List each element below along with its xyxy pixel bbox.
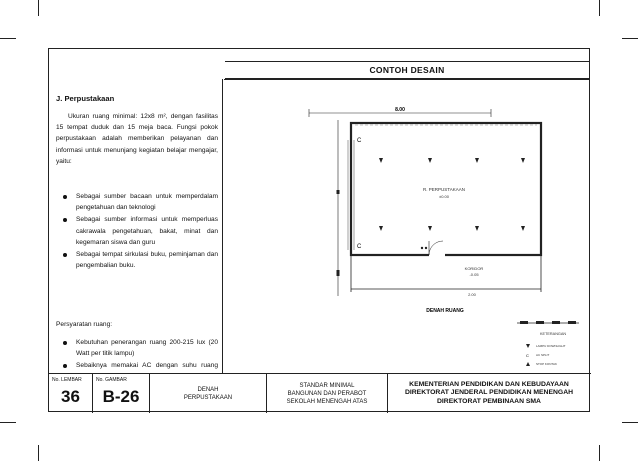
standard-line: STANDAR MINIMAL: [299, 382, 355, 389]
title-block: [49, 373, 591, 413]
standard-line: SEKOLAH MENENGAH ATAS: [286, 398, 368, 405]
requirements-list: [56, 337, 218, 373]
requirements-label: Persyaratan ruang:: [56, 321, 113, 328]
ac-icon: C: [357, 138, 362, 144]
list-item: Sebaiknya memakai AC dengan suhu ruang: [56, 360, 218, 373]
legend-title: KETERANGAN: [540, 332, 567, 336]
downlight-icon: [428, 158, 432, 163]
standard-cell: [267, 374, 388, 413]
ac-icon: C: [526, 353, 529, 358]
sheet-number-cell: [49, 374, 93, 413]
downlight-icon: [428, 226, 432, 231]
room-level: ±0.00: [439, 194, 449, 199]
drawing-sheet: [48, 48, 590, 412]
legend-item: STOP KONTAK: [536, 362, 558, 366]
downlight-icon: [475, 226, 479, 231]
list-item: Sebagai sumber informasi untuk memperluas cakrawala pengetahuan, bakat, minat dan kegemaran siswa dan guru: [56, 214, 218, 248]
floor-plan-drawing: [224, 80, 590, 374]
drawing-number-label: No. GAMBAR: [96, 377, 127, 383]
sheet-number: 36: [61, 387, 80, 406]
crop-mark: [622, 422, 638, 423]
intro-paragraph: Ukuran ruang minimal: 12x8 m², dengan fasilitas 15 tempat duduk dan 15 meja baca. Fungsi pokok perpustakaan adalah memberikan pelayanan dan informasi untuk menunjang kegiatan belajar mengajar, yaitu:: [56, 113, 218, 165]
drawing-number-cell: [93, 374, 150, 413]
dimension-tick: [337, 270, 340, 276]
crop-mark: [599, 445, 600, 461]
stop-contact-icon: [421, 247, 423, 249]
drawing-title-cell: [150, 374, 267, 413]
crop-mark: [38, 445, 39, 461]
dimension-tick: [337, 190, 340, 194]
dimension-label-top: 8.00: [395, 107, 405, 113]
list-item: Kebutuhan penerangan ruang 200-215 lux (20 Watt per titik lampu): [56, 337, 218, 359]
crop-mark: [38, 0, 39, 16]
corridor-label: KORIDOR: [464, 266, 484, 271]
downlight-icon: [521, 158, 525, 163]
legend-item: LAMPU DOWNLIGHT: [536, 344, 566, 348]
section-title: J. Perpustakaan: [56, 94, 115, 103]
drawing-title-line: PERPUSTAKAAN: [183, 394, 233, 401]
floor-plan-panel: [224, 79, 590, 373]
stop-contact-icon: [526, 362, 530, 366]
crop-mark: [599, 0, 600, 16]
door-opening: [429, 252, 445, 258]
drawing-number: B-26: [102, 387, 140, 406]
lamp-row: [379, 158, 525, 163]
standard-line: BANGUNAN DAN PERABOT: [287, 390, 367, 397]
list-item: Sebagai tempat sirkulasi buku, peminjaman dan pengembalian buku.: [56, 249, 218, 271]
ministry-line: DIREKTORAT PEMBINAAN SMA: [437, 397, 541, 405]
crop-mark: [0, 38, 16, 39]
legend-item: AC SPLIT: [536, 353, 550, 357]
ministry-line: KEMENTERIAN PENDIDIKAN DAN KEBUDAYAAN: [409, 380, 569, 388]
downlight-icon: [526, 344, 530, 348]
ministry-cell: [388, 374, 590, 413]
lamp-row: [379, 226, 525, 231]
downlight-icon: [379, 226, 383, 231]
drawing-caption: DENAH RUANG: [426, 308, 464, 314]
corridor-level: -0.05: [469, 272, 479, 277]
list-item: Sebagai sumber bacaan untuk memperdalam pengetahuan dan teknologi: [56, 191, 218, 213]
downlight-icon: [521, 226, 525, 231]
downlight-icon: [379, 158, 383, 163]
description-panel: [49, 79, 223, 373]
drawing-title-line: DENAH: [197, 386, 219, 393]
corridor-dimension: 2.00: [468, 292, 476, 297]
sheet-number-label: No. LEMBAR: [52, 377, 82, 383]
function-list: [56, 191, 218, 272]
header-title: CONTOH DESAIN: [369, 65, 445, 75]
stop-contact-icon: [425, 247, 427, 249]
ac-icon: C: [357, 244, 362, 250]
downlight-icon: [475, 158, 479, 163]
scale-bar: [517, 321, 579, 324]
crop-mark: [0, 422, 16, 423]
crop-mark: [622, 38, 638, 39]
sheet-header: [225, 61, 590, 79]
ministry-line: DIREKTORAT JENDERAL PENDIDIKAN MENENGAH: [404, 389, 574, 397]
room-label: R. PERPUSTAKAAN: [423, 187, 465, 192]
